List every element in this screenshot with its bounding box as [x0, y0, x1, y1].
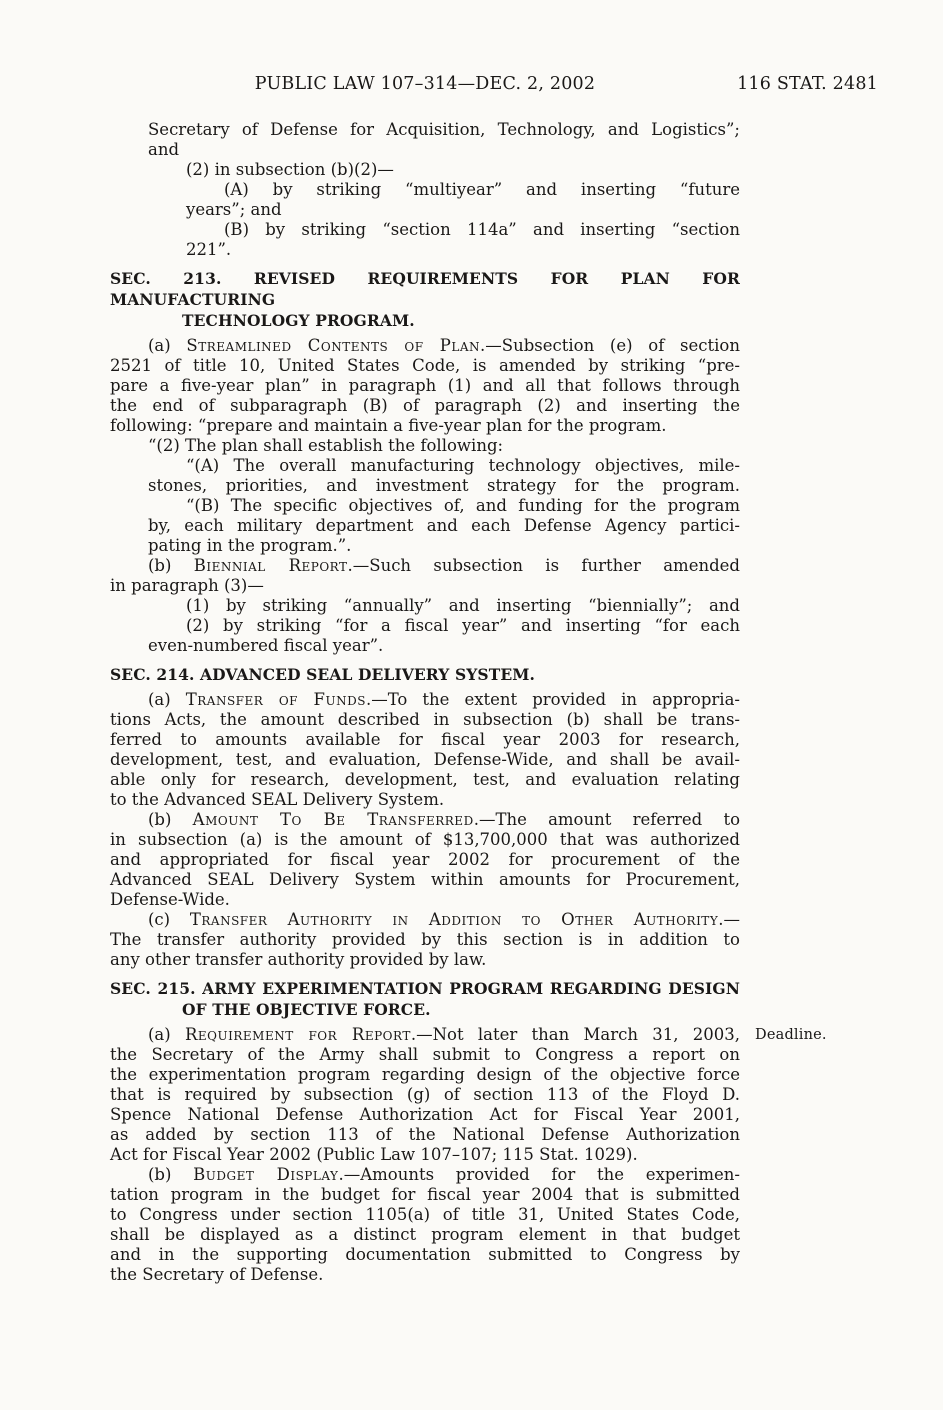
- text-run: “(B) The specific objectives of, and funding for the program: [186, 496, 740, 515]
- text-run: .—Amounts provided for the experimen-: [338, 1165, 740, 1184]
- heading-line: [110, 664, 740, 685]
- text-run: OF THE OBJECTIVE FORCE.: [182, 1000, 431, 1019]
- margin-note: Deadline.: [755, 1027, 827, 1043]
- paragraph: [110, 336, 740, 656]
- text-run: (A) by striking “multiyear” and inserting “future: [224, 180, 740, 199]
- text-line: [110, 870, 740, 890]
- text-run: in subsection (a) is the amount of $13,700,000 that was authorized: [110, 830, 740, 849]
- text-run: .—To the extent provided in appropria-: [365, 690, 740, 709]
- text-line: [110, 690, 740, 710]
- text-run: the experimentation program regarding design of the objective force: [110, 1065, 740, 1084]
- paragraph: [110, 690, 740, 970]
- text-run: pare a five-year plan” in paragraph (1) and all that follows through: [110, 376, 740, 395]
- text-run: the Secretary of the Army shall submit to Congress a report on: [110, 1045, 740, 1064]
- text-run: tions Acts, the amount described in subsection (b) shall be trans-: [110, 710, 740, 729]
- text-run: to Congress under section 1105(a) of title 31, United States Code,: [110, 1205, 740, 1224]
- text-run: (2) in subsection (b)(2)—: [186, 160, 394, 179]
- text-line: [110, 1225, 740, 1245]
- text-run: (2) by striking “for a fiscal year” and inserting “for each: [186, 616, 740, 635]
- text-line: [110, 1265, 740, 1285]
- heading-line: [110, 310, 740, 331]
- text-line: [110, 910, 740, 930]
- text-run: in paragraph (3)—: [110, 576, 264, 595]
- text-line: [110, 356, 740, 376]
- text-line: [110, 810, 740, 830]
- text-run: shall be displayed as a distinct program element in that budget: [110, 1225, 740, 1244]
- text-line: [110, 1185, 740, 1205]
- text-run: years”; and: [186, 200, 282, 219]
- section-heading: [110, 268, 740, 331]
- paragraph: [110, 1025, 827, 1285]
- text-line: [110, 770, 740, 790]
- text-line: [110, 1025, 827, 1045]
- text-line: [110, 1125, 740, 1145]
- section-heading: [110, 978, 740, 1020]
- content: [110, 120, 827, 1285]
- text-run: even-numbered fiscal year”.: [148, 636, 384, 655]
- text-run: 2521 of title 10, United States Code, is amended by striking “pre-: [110, 356, 740, 375]
- text-run: as added by section 113 of the National Defense Authorization: [110, 1125, 740, 1144]
- text-run: and in the supporting documentation submitted to Congress by: [110, 1245, 740, 1264]
- text-line: [110, 396, 740, 416]
- text-line: [110, 1145, 740, 1165]
- text-run: to the Advanced SEAL Delivery System.: [110, 790, 445, 809]
- small-caps-run: Requirement for Report: [184, 1025, 411, 1044]
- text-line: [110, 536, 740, 556]
- text-run: .—Subsection (e) of section: [480, 336, 740, 355]
- text-run: 221”.: [186, 240, 232, 259]
- text-run: .—Such subsection is further amended: [347, 556, 740, 575]
- text-run: The transfer authority provided by this section is in addition to: [110, 930, 740, 949]
- text-line: [110, 160, 740, 180]
- text-run: (b): [148, 556, 194, 575]
- small-caps-run: Streamlined Contents of Plan: [186, 336, 481, 355]
- text-run: Defense-Wide.: [110, 890, 230, 909]
- text-line: [110, 376, 740, 396]
- text-run: (B) by striking “section 114a” and inserting “section: [224, 220, 740, 239]
- text-line: [110, 1165, 740, 1185]
- text-run: pating in the program.”.: [148, 536, 352, 555]
- text-run: .—: [718, 910, 740, 929]
- text-line: [110, 636, 740, 656]
- text-line: [110, 516, 740, 536]
- text-run: .—Not later than March 31, 2003,: [410, 1025, 740, 1044]
- text-line: [110, 1065, 740, 1085]
- text-run: SEC. 213. REVISED REQUIREMENTS FOR PLAN FOR MANUFACTURING: [110, 269, 740, 309]
- text-line: [110, 456, 740, 476]
- text-line: [110, 556, 740, 576]
- text-run: any other transfer authority provided by law.: [110, 950, 487, 969]
- text-run: development, test, and evaluation, Defense-Wide, and shall be avail-: [110, 750, 740, 769]
- text-line: [110, 950, 740, 970]
- text-line: [110, 336, 740, 356]
- text-run: able only for research, development, test, and evaluation relating: [110, 770, 740, 789]
- small-caps-run: Amount To Be Transferred: [192, 810, 474, 829]
- text-line: [110, 710, 740, 730]
- small-caps-run: Transfer of Funds: [185, 690, 366, 709]
- text-run: tation program in the budget for fiscal year 2004 that is submitted: [110, 1185, 740, 1204]
- text-line: [110, 790, 740, 810]
- text-run: Spence National Defense Authorization Act for Fiscal Year 2001,: [110, 1105, 740, 1124]
- text-line: [110, 930, 740, 950]
- text-line: [110, 220, 740, 240]
- text-run: (1) by striking “annually” and inserting “biennially”; and: [186, 596, 740, 615]
- text-run: stones, priorities, and investment strategy for the program.: [148, 476, 740, 495]
- text-line: [110, 890, 740, 910]
- text-run: by, each military department and each Defense Agency partici-: [148, 516, 740, 535]
- text-line: [110, 200, 740, 220]
- heading-line: [110, 978, 740, 999]
- text-line: [110, 730, 740, 750]
- small-caps-run: Budget Display: [193, 1165, 339, 1184]
- text-run: (c): [148, 910, 190, 929]
- text-run: Secretary of Defense for Acquisition, Technology, and Logistics”;: [148, 120, 740, 139]
- text-run: the Secretary of Defense.: [110, 1265, 324, 1284]
- text-line: [110, 416, 740, 436]
- running-head-stat-page-number: 116 STAT. 2481: [737, 74, 878, 94]
- text-run: (a): [148, 690, 186, 709]
- text-line: [110, 240, 740, 260]
- text-run: SEC. 214. ADVANCED SEAL DELIVERY SYSTEM.: [110, 665, 536, 684]
- text-run: and: [148, 140, 180, 159]
- text-run: the end of subparagraph (B) of paragraph (2) and inserting the: [110, 396, 740, 415]
- text-run: “(A) The overall manufacturing technology objectives, mile-: [186, 456, 740, 475]
- text-run: (a): [148, 336, 187, 355]
- text-run: “(2) The plan shall establish the following:: [148, 436, 504, 455]
- small-caps-run: Transfer Authority in Addition to Other Authority: [189, 910, 719, 929]
- text-line: [110, 180, 740, 200]
- heading-line: [110, 999, 740, 1020]
- heading-line: [110, 268, 740, 310]
- text-line: [110, 1085, 740, 1105]
- text-line: [110, 1045, 740, 1065]
- text-line: [110, 596, 740, 616]
- text-line: [110, 436, 740, 456]
- text-run: (b): [148, 810, 193, 829]
- running-head: [110, 74, 878, 98]
- text-run: that is required by subsection (g) of section 113 of the Floyd D.: [110, 1085, 740, 1104]
- text-run: following: “prepare and maintain a five-year plan for the program.: [110, 416, 667, 435]
- text-run: .—The amount referred to: [473, 810, 741, 829]
- text-line: [110, 1205, 740, 1225]
- text-line: [110, 616, 740, 636]
- text-run: Advanced SEAL Delivery System within amounts for Procurement,: [110, 870, 740, 889]
- paragraph: [110, 120, 740, 260]
- text-run: ferred to amounts available for fiscal year 2003 for research,: [110, 730, 740, 749]
- text-run: (a): [148, 1025, 185, 1044]
- text-run: SEC. 215. ARMY EXPERIMENTATION PROGRAM REGARDING DESIGN: [110, 979, 740, 998]
- text-line: [110, 850, 740, 870]
- text-line: [110, 140, 740, 160]
- section-heading: [110, 664, 740, 685]
- text-run: TECHNOLOGY PROGRAM.: [182, 311, 415, 330]
- text-line: [110, 830, 740, 850]
- text-run: Act for Fiscal Year 2002 (Public Law 107–107; 115 Stat. 1029).: [110, 1145, 638, 1164]
- text-line: [110, 1105, 740, 1125]
- running-head-law-title: PUBLIC LAW 107–314—DEC. 2, 2002: [254, 74, 596, 94]
- text-line: [110, 496, 740, 516]
- text-line: [110, 1245, 740, 1265]
- text-run: (b): [148, 1165, 194, 1184]
- text-run: and appropriated for fiscal year 2002 for procurement of the: [110, 850, 740, 869]
- text-line: [110, 120, 740, 140]
- text-line: [110, 750, 740, 770]
- text-line: [110, 476, 740, 496]
- small-caps-run: Biennial Report: [193, 556, 348, 575]
- text-line: [110, 576, 740, 596]
